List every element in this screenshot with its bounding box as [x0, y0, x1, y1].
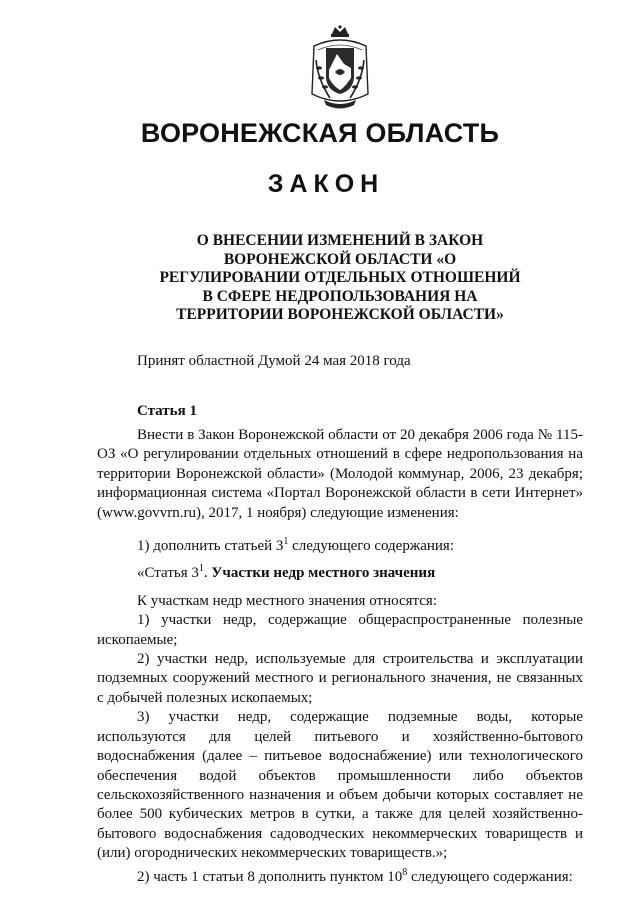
amendment-item-2 — [97, 868, 583, 887]
adoption-date: Принят областной Думой 24 мая 2018 года — [137, 353, 411, 369]
local-subsoil-intro: К участкам недр местного значения относятся: — [137, 592, 437, 609]
new-article-heading — [97, 564, 583, 583]
superscript: 1 — [283, 536, 289, 548]
amendment-item-1-text: 1) дополнить статьей 3 — [137, 538, 284, 555]
article-intro-paragraph: Внести в Закон Воронежской области от 20 декабря 2006 года № 115-ОЗ «О регулировании отдельных отношений в сфере недропользования на территории Воронежской области» (Молодой коммунар, 2006, 23 декабря; информационная система «Портал Воронежской области в сети Интернет» (www.govvrn.ru), 2017, 1 ноября) следующие изменения: — [97, 427, 583, 521]
coat-of-arms-icon — [304, 24, 376, 112]
new-article-title: Участки недр местного значения — [211, 565, 436, 582]
new-article-dot: . — [203, 565, 212, 582]
superscript: 1 — [198, 563, 204, 575]
document-type: ЗАКОН — [267, 170, 385, 198]
new-article-prefix: «Статья 3 — [137, 565, 199, 582]
law-title-line: О ВНЕСЕНИИ ИЗМЕНЕНИЙ В ЗАКОН — [196, 232, 484, 249]
law-title-line: ВОРОНЕЖСКОЙ ОБЛАСТИ «О — [223, 250, 457, 268]
law-title-line: РЕГУЛИРОВАНИИ ОТДЕЛЬНЫХ ОТНОШЕНИЙ — [159, 269, 521, 286]
article-body — [97, 426, 583, 887]
law-title-line: В СФЕРЕ НЕДРОПОЛЬЗОВАНИЯ НА — [202, 287, 478, 305]
amendment-item-1-suffix: следующего содержания: — [288, 538, 454, 555]
amendment-item-2-text: 2) часть 1 статьи 8 дополнить пунктом 10 — [137, 868, 403, 885]
law-title-line: ТЕРРИТОРИИ ВОРОНЕЖСКОЙ ОБЛАСТИ» — [176, 306, 504, 323]
local-subsoil-item-2: 2) участки недр, используемые для строительства и эксплуатации подземных сооружений местного и регионального значения, не связанных с добычей полезных ископаемых; — [97, 651, 583, 706]
region-name: ВОРОНЕЖСКАЯ ОБЛАСТЬ — [140, 118, 500, 148]
article-heading: Статья 1 — [137, 403, 197, 419]
superscript: 8 — [402, 866, 408, 878]
amendment-item-1 — [97, 537, 583, 556]
law-title — [140, 232, 540, 325]
amendment-item-2-suffix: следующего содержания: — [407, 868, 573, 885]
coat-of-arms-emblem — [304, 24, 376, 112]
local-subsoil-item-1: 1) участки недр, содержащие общераспространенные полезные ископаемые; — [97, 612, 583, 648]
local-subsoil-item-3: 3) участки недр, содержащие подземные воды, которые используются для целей питьевого и хозяйственно-бытового водоснабжения (далее – питьевое водоснабжение) или технологического обеспечения водой объектов промышленности либо объектов сельскохозяйственного назначения и объем добычи которых составляет не более 500 кубических метров в сутки, а также для целей хозяйственно-бытового водоснабжения садоводческих некоммерческих товариществ и (или) огороднических некоммерческих товариществ.»; — [97, 709, 583, 862]
